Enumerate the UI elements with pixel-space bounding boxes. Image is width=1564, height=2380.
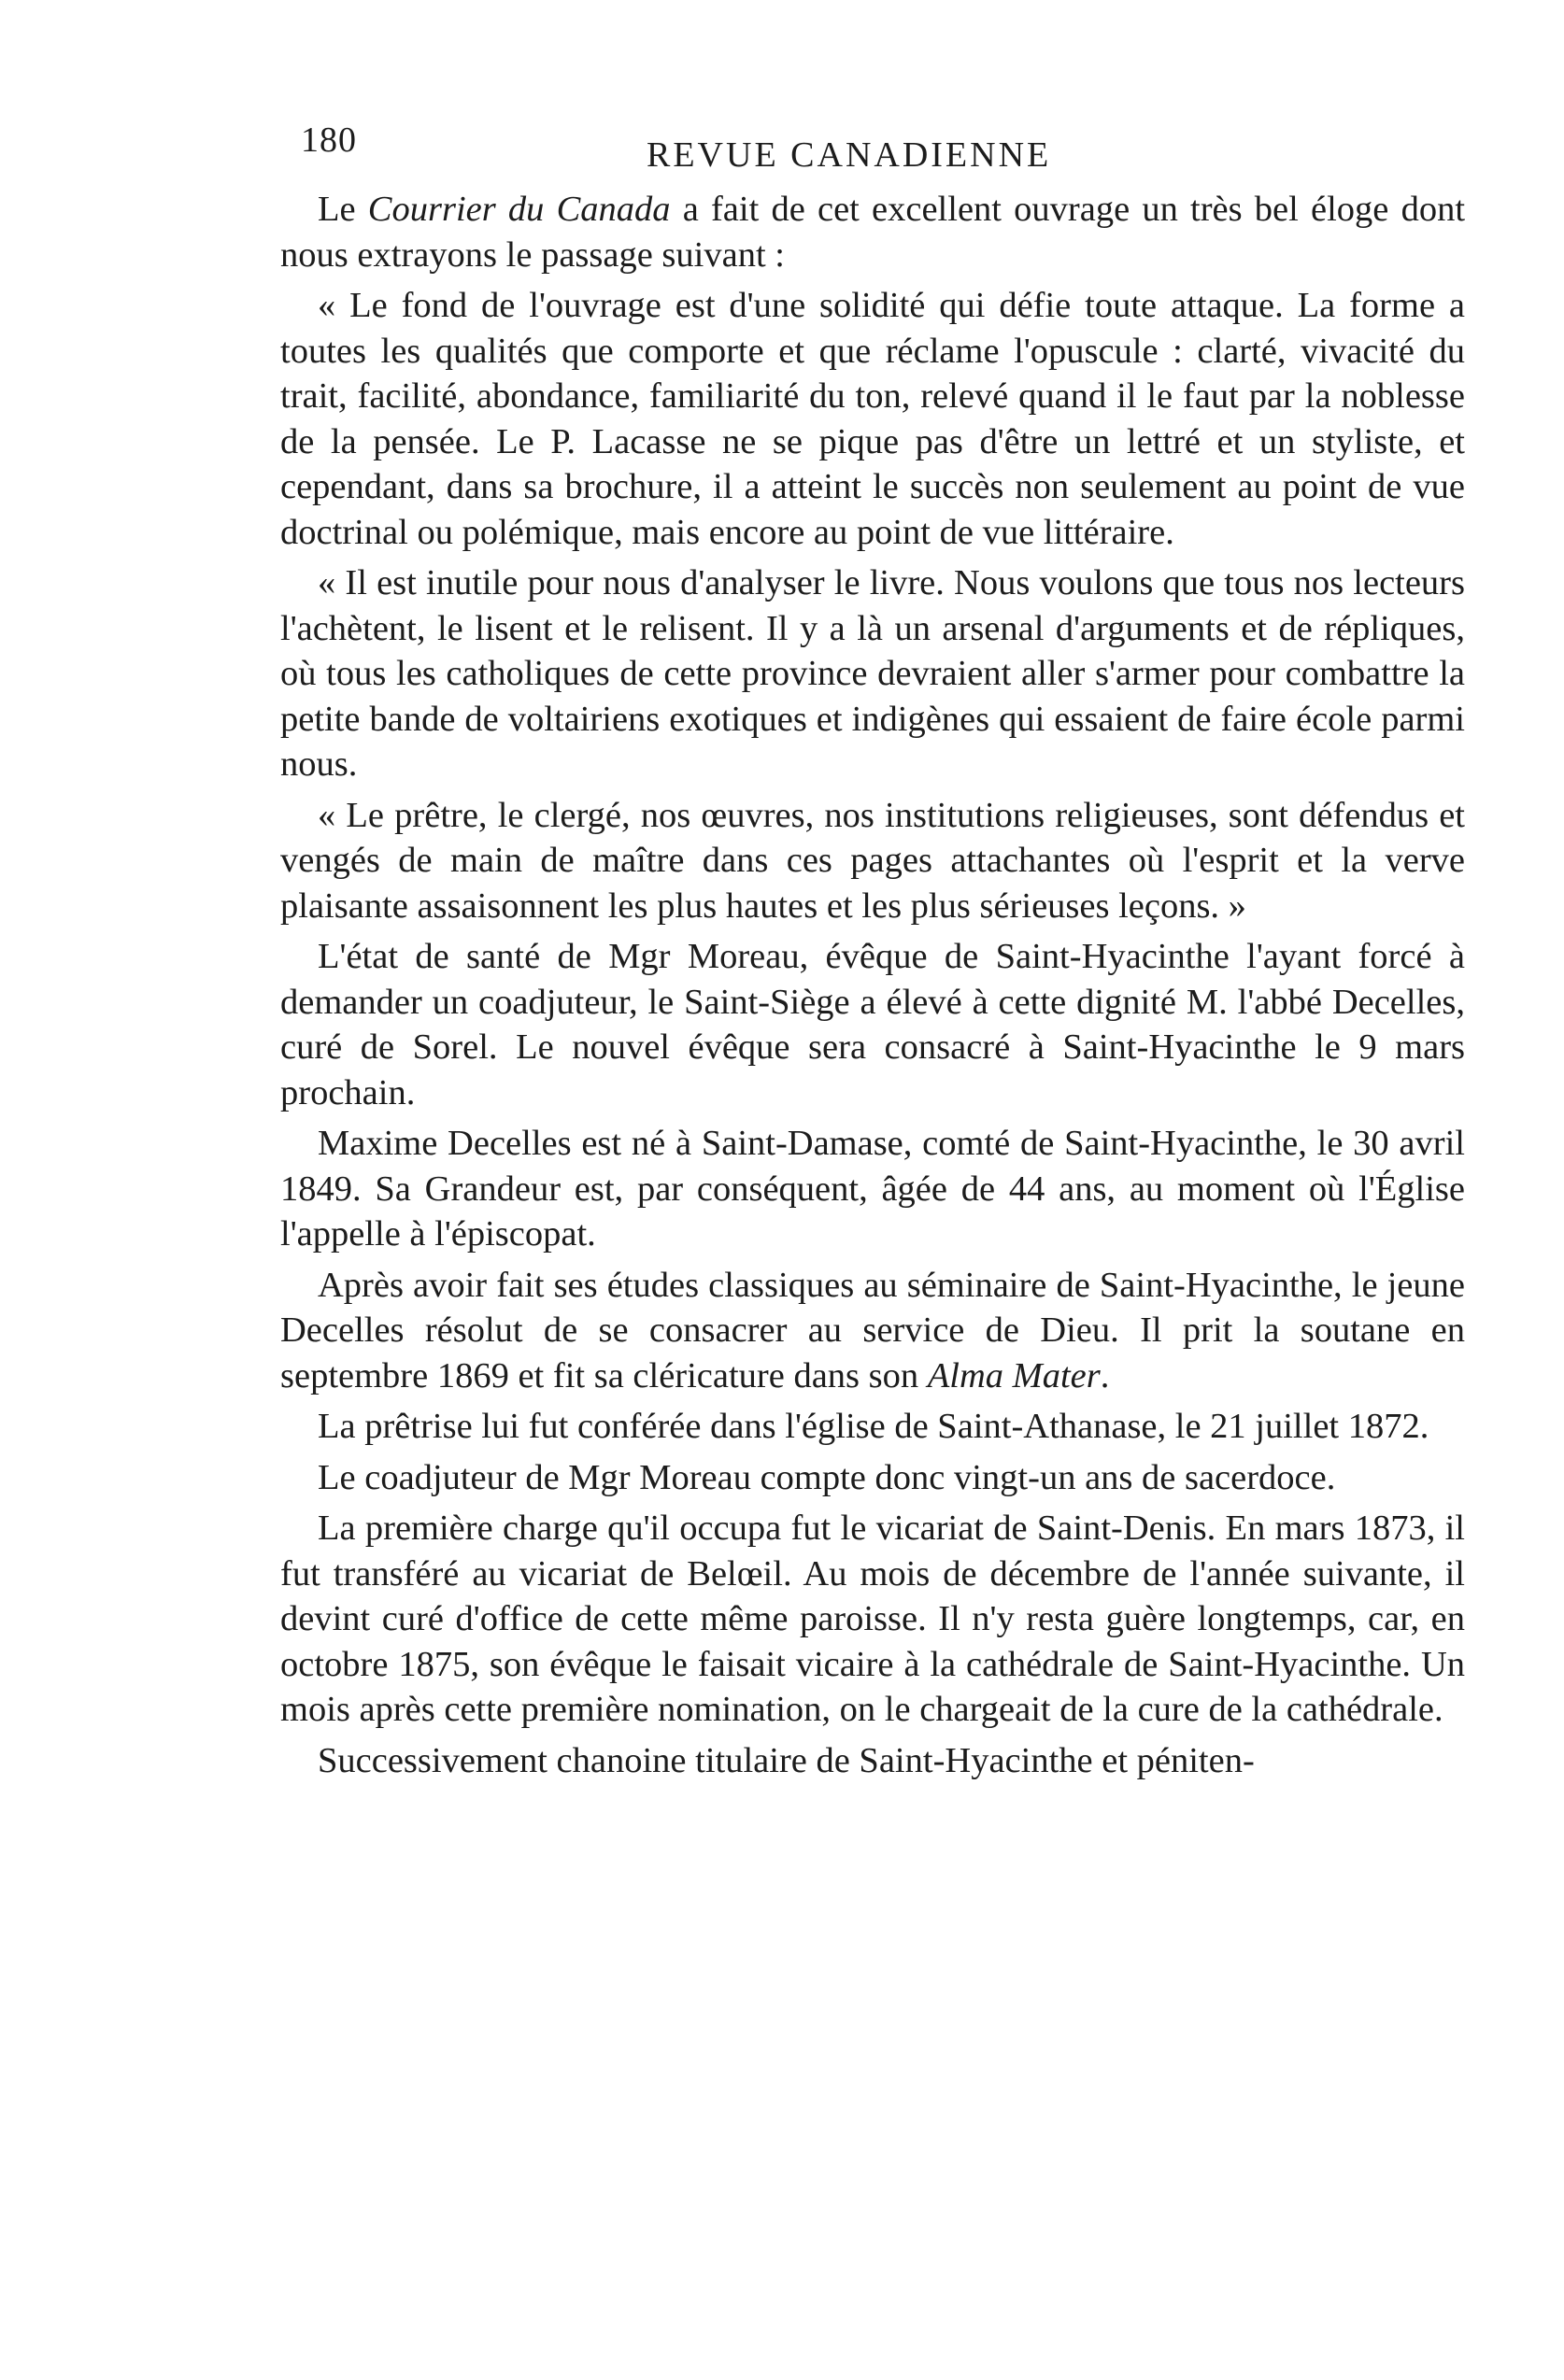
paragraph-naissance: Maxime Decelles est né à Saint-Damase, comté de Saint-Hyacinthe, le 30 avril 1849. Sa Grandeur est, par conséquent, âgée de 44 ans, au moment où l'Église l'appelle à l'épiscopat. <box>280 1124 1465 1254</box>
paragraph-etat-sante: L'état de santé de Mgr Moreau, évêque de Saint-Hyacinthe l'ayant forcé à demander un coadjuteur, le Saint-Siège a élevé à cette dignité M. l'abbé Decelles, curé de Sorel. Le nouvel évêque sera consacré à Saint-Hyacinthe le 9 mars prochain. <box>280 937 1465 1112</box>
paragraph-text: a fait de cet excellent ouvrage un très bel éloge dont nous extrayons le passage suivant : <box>280 190 1466 275</box>
paragraph-quote-inutile: « Il est inutile pour nous d'analyser le livre. Nous voulons que tous nos lecteurs l'achètent, le lisent et le relisent. Il y a là un arsenal d'arguments et de répliques, où tous les catholiques de cette province devraient aller s'armer pour combattre la petite bande de voltairiens exotiques et indigènes qui essaient de faire école parmi nous. <box>280 563 1465 784</box>
page-number: 180 <box>301 120 357 160</box>
paragraph-successivement: Successivement chanoine titulaire de Saint-Hyacinthe et péniten- <box>318 1740 1255 1780</box>
running-title: REVUE CANADIENNE <box>647 135 1052 175</box>
paragraph-premiere-charge: La première charge qu'il occupa fut le vicariat de Saint-Denis. En mars 1873, il fut transféré au vicariat de Belœil. Au mois de décembre de l'année suivante, il devint curé d'office de cette même paroisse. Il n'y resta guère longtemps, car, en octobre 1875, son évêque le faisait vicaire à la cathédrale de Saint-Hyacinthe. Un mois après cette première nomination, on le chargeait de la cure de la cathédrale. <box>280 1509 1465 1729</box>
paragraph-quote-fond: « Le fond de l'ouvrage est d'une solidité qui défie toute attaque. La forme a toutes les qualités que comporte et que réclame l'opuscule : clarté, vivacité du trait, facilité, abondance, familiarité du ton, relevé quand il le faut par la noblesse de la pensée. Le P. Lacasse ne se pique pas d'être un lettré et un styliste, et cependant, dans sa brochure, il a atteint le succès non seulement au point de vue doctrinal ou polémique, mais encore au point de vue littéraire. <box>280 286 1465 552</box>
paragraph-quote-pretre: « Le prêtre, le clergé, nos œuvres, nos institutions religieuses, sont défendus et vengés de main de maître dans ces pages attachantes où l'esprit et la verve plaisante assaisonnent les plus hautes et les plus sérieuses leçons. » <box>280 795 1465 926</box>
paragraph-text: Après avoir fait ses études classiques au séminaire de Saint-Hyacinthe, le jeune Decelles résolut de se consacrer au service de Dieu. Il prit la soutane en septembre 1869 et fit sa cléricature dans son <box>280 1265 1465 1395</box>
paragraph-pretrise: La prêtrise lui fut conférée dans l'église de Saint-Athanase, le 21 juillet 1872. <box>318 1407 1429 1446</box>
paragraph-etudes <box>280 1263 1465 1399</box>
paragraph-courrier-intro <box>280 187 1465 277</box>
paragraph-sacerdoce: Le coadjuteur de Mgr Moreau compte donc vingt-un ans de sacerdoce. <box>318 1457 1336 1497</box>
newspaper-title: Courrier du Canada <box>367 190 671 229</box>
paragraph-text: . <box>1100 1355 1110 1395</box>
alma-mater-italic: Alma Mater <box>927 1355 1101 1395</box>
article-body <box>280 187 1465 1783</box>
paragraph-text: Le <box>318 190 368 229</box>
page-header <box>301 120 1403 176</box>
